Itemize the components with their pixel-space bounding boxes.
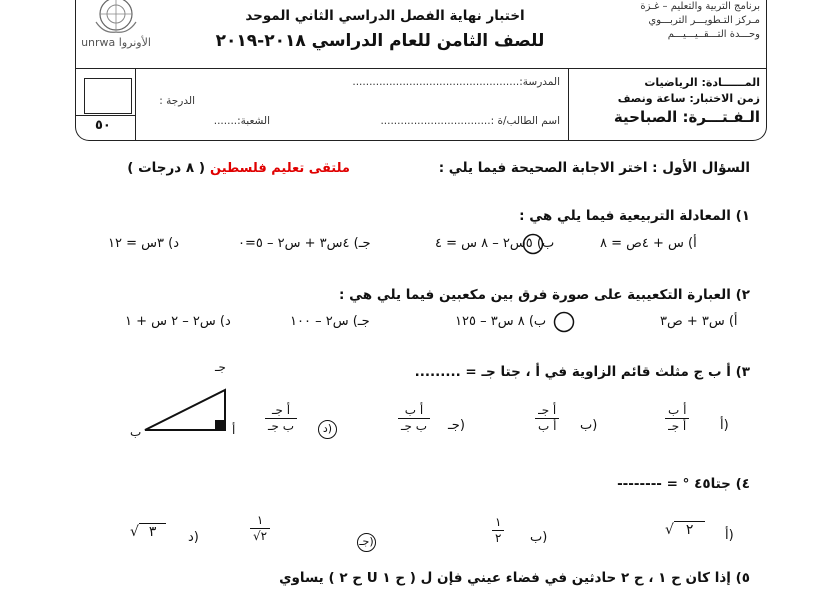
subject-info: [575, 75, 760, 125]
exam-class-year: للصف الثامن للعام الدراسي ٢٠١٨-٢٠١٩: [215, 31, 545, 51]
logo-text: unrwa الأونروا: [81, 36, 151, 49]
selected-answer-circle-icon: [553, 311, 575, 333]
header-divider: [75, 68, 767, 69]
question-marks: ( ٨ درجات ): [127, 160, 205, 176]
sqrt-icon: √: [130, 524, 139, 540]
org-line: مـركز التـطويـــر التربـــوي: [648, 15, 760, 26]
watermark-text: ملتقى تعليم فلسطين: [210, 161, 350, 176]
item-1-option-a[interactable]: أ) س + ٤ص = ٨: [600, 236, 697, 251]
item-3-stem: ٣) أ ب ج مثلث قائم الزاوية في أ ، جتا جـ = .........: [414, 364, 750, 380]
vertex-label-b: ب: [130, 425, 142, 439]
item-3-option-b[interactable]: [535, 403, 559, 434]
item-4-letter-c[interactable]: جـ): [357, 530, 376, 552]
unrwa-logo: [80, 0, 152, 68]
org-line: برنامج التربية والتعليم – غـزة: [640, 1, 760, 12]
organization-block: [595, 0, 760, 42]
item-5-stem: ٥) إذا كان ح ١ ، ح ٢ حادثين في فضاء عيني فإن ل ( ح ١ U ح ٢ ) يساوي: [279, 570, 750, 586]
grade-total: ٥٠: [95, 118, 111, 133]
grade-label: الدرجة :: [159, 95, 195, 107]
item-4-option-d[interactable]: √ ٣: [130, 524, 166, 540]
subject-label: المــــــادة: الرياضيات: [644, 76, 760, 89]
fraction-numerator: أ ب: [665, 403, 689, 419]
section-field[interactable]: الشعبة:.......: [213, 115, 270, 127]
exam-title: اختبار نهاية الفصل الدراسي الثاني الموحد: [245, 8, 525, 24]
fraction-numerator: ١: [250, 513, 270, 529]
period-label: الـفـتـــرة: الصباحية: [613, 108, 760, 126]
vertex-label-c: جـ: [215, 360, 226, 374]
grade-divider: [75, 115, 135, 116]
fraction-numerator: أ جـ: [535, 403, 559, 419]
un-emblem-icon: [80, 0, 152, 68]
selected-answer-circle-icon: [522, 233, 544, 255]
item-4-option-b[interactable]: [492, 515, 504, 546]
sqrt-icon: √: [665, 522, 674, 538]
item-3-option-d[interactable]: [265, 403, 297, 434]
item-2-option-d[interactable]: د) س٢ – ٢ س + ١: [125, 314, 231, 329]
fraction-denominator: أ ب: [538, 419, 557, 433]
fraction-numerator: ١: [492, 515, 504, 531]
fraction-denominator: ب جـ: [401, 419, 428, 433]
fraction-numerator: أ جـ: [265, 403, 297, 419]
item-3-letter-b[interactable]: ب): [580, 418, 598, 433]
grade-box: [84, 78, 132, 114]
item-3-letter-a[interactable]: أ): [720, 418, 729, 433]
item-2-option-b[interactable]: ب) ٨ س٣ – ١٢٥: [455, 314, 547, 329]
item-1-option-d[interactable]: د) ٣س = ١٢: [108, 236, 179, 251]
item-4-letter-b[interactable]: ب): [530, 530, 548, 545]
item-3-letter-c[interactable]: جـ): [448, 418, 465, 433]
item-3-option-a[interactable]: [665, 403, 689, 434]
question-title: السؤال الأول : اختر الاجابة الصحيحة فيما يلي :: [438, 160, 750, 176]
duration-label: زمن الاختبار: ساعة ونصف: [617, 92, 760, 105]
org-line: وحـــدة التـــقــيـــيـــم: [667, 29, 760, 40]
item-2-stem: ٢) العبارة التكعيبية على صورة فرق بين مكعبين فيما يلي هي :: [339, 287, 750, 303]
item-2-option-c[interactable]: جـ) س٢ – ١٠٠: [290, 314, 370, 329]
fraction-denominator: ب جـ: [268, 419, 295, 433]
item-4-stem: ٤) جتا٤٥ ° = --------: [617, 476, 750, 492]
item-1-option-c[interactable]: جـ) ٤س٣ + س٢ – ٥=٠: [238, 236, 371, 251]
school-field[interactable]: المدرسة:..................................................: [352, 76, 560, 88]
fraction-denominator: أ جـ: [668, 419, 687, 433]
student-name-field[interactable]: اسم الطالب/ة :.................................: [380, 115, 560, 127]
info-divider: [568, 68, 569, 140]
item-3-letter-d[interactable]: د): [318, 417, 337, 439]
sqrt-icon: √: [253, 529, 261, 543]
fraction-numerator: أ ب: [398, 403, 430, 419]
item-3-option-c[interactable]: [398, 403, 430, 434]
fraction-denominator: ٢: [495, 531, 502, 545]
item-4-option-c[interactable]: [250, 513, 270, 544]
item-4-letter-a[interactable]: أ): [725, 528, 734, 543]
item-4-letter-d[interactable]: د): [188, 530, 199, 545]
vertex-label-a: أ: [232, 423, 236, 437]
fraction-denominator: √٢: [253, 529, 268, 543]
item-1-stem: ١) المعادلة التربيعية فيما يلي هي :: [519, 208, 750, 224]
right-triangle-figure: [125, 365, 245, 445]
item-2-option-a[interactable]: أ) س٣ + ص٣: [660, 314, 738, 329]
item-1-option-b[interactable]: ب) ٥س٢ – ٨ س = ٤: [435, 236, 555, 251]
item-4-option-a[interactable]: √ ٢: [665, 522, 705, 538]
